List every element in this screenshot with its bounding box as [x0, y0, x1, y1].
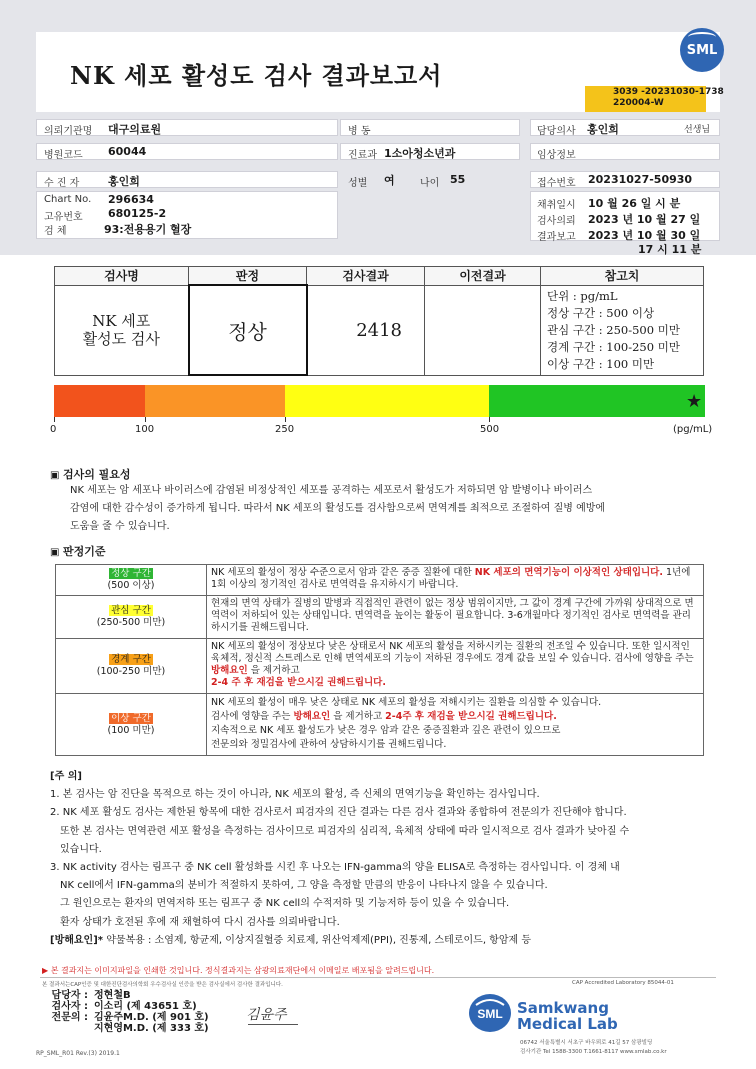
note-line: 3. NK activity 검사는 림프구 중 NK cell 활성화를 시킨 후 나오는 IFN-gamma의 양을 ELISA로 측정하는 검사입니다. 이 경체 내	[50, 862, 620, 874]
report-code-tag: 3039 -20231030-1738 220004-W	[585, 86, 706, 112]
age-value: 55	[450, 173, 466, 186]
criteria-title: ▣ 판정기준	[50, 543, 105, 559]
ward-label: 병 동	[348, 126, 371, 137]
company-address: 06742 서울특별시 서초구 바우뫼로 41길 57 삼광빌딩	[520, 1040, 653, 1046]
necessity-text	[70, 482, 720, 536]
company-contact: 검사기관 Tel 1588-3300 T.1661-8117 www.smlab.co.kr	[520, 1049, 667, 1055]
id-value: 680125-2	[108, 207, 167, 220]
request-label: 검사의뢰	[537, 216, 576, 227]
criteria-borderline-desc: NK 세포의 활성이 정상보다 낮은 상태로서 NK 세포의 활성을 저하시키는 질환의 전조일 수 있습니다. 또한 일시적인 육체적, 정신적 스트레스로 인해 면역세포의 기능이 저하된 경우에도 경계 값을 보일 수 있습니다. 검사에 영향을 주는 방해요인 을 제거하고 2-4 주 후 재검을 받으시길 권해드립니다.	[207, 639, 704, 694]
scale-segment-abnormal	[54, 385, 145, 417]
necessity-line: 도움을 줄 수 있습니다.	[70, 521, 170, 532]
patient-value: 홍인희	[108, 175, 140, 188]
note-line: 또한 본 검사는 면역관련 세포 활성을 측정하는 검사이므로 피검자의 심리적, 육체적 상태에 따라 일시적으로 검사 결과가 낮아질 수	[60, 825, 630, 837]
patient-label: 수 진 자	[44, 178, 80, 189]
note-line: 2. NK 세포 활성도 검사는 제한된 항목에 대한 검사로서 피검자의 진단 결과는 다른 검사 결과와 종합하여 전문의가 진단해야 합니다.	[50, 807, 627, 819]
header-previous: 이전결과	[425, 267, 541, 286]
reference-line: 경계 구간 : 100-250 미만	[547, 339, 680, 354]
clinical-label: 임상정보	[537, 150, 576, 161]
notes-title: [주 의]	[50, 771, 82, 782]
doctor-suffix: 선생님	[684, 125, 711, 135]
logo-arc-icon	[688, 32, 716, 42]
svg-text:SML: SML	[477, 1007, 503, 1021]
sex-label: 성별	[348, 178, 368, 189]
tick-mark	[145, 417, 146, 422]
report-title: NK 세포 활성도 검사 결과보고서	[70, 61, 443, 90]
institution-label: 의뢰기관명	[44, 126, 93, 137]
note-line: 1. 본 검사는 암 진단을 목적으로 하는 것이 아니라, NK 세포의 활성, 즉 신체의 면역기능을 확인하는 검사입니다.	[50, 789, 540, 801]
tick-mark	[489, 417, 490, 422]
result-cell: 2418	[307, 285, 425, 375]
reference-line: 단위 : pg/mL	[547, 288, 618, 303]
criteria-borderline-label	[56, 639, 207, 694]
note-line: NK cell에서 IFN-gamma의 분비가 적절하지 못하여, 그 양을 측정할 만큼의 반응이 나타나지 않을 수 있습니다.	[60, 880, 548, 892]
necessity-line: NK 세포는 암 세포나 바이러스에 감염된 비정상적인 세포를 공격하는 세포로서 활성도가 저하되면 암 발병이나 바이러스	[70, 485, 593, 496]
institution-value: 대구의료원	[108, 123, 162, 136]
header-result: 검사결과	[307, 267, 425, 286]
criteria-attention-desc: 현재의 면역 상태가 질병의 발병과 직접적인 관련이 없는 정상 범위이지만, 그 값이 경계 구간에 가까워 상대적으로 면역력이 저하되어 있는 상태입니다. 면역력을 높이는 활동이 필요합니다. 3-6개월마다 정기적인 검사로 면역력을 관리하시기를 권해드립니다.	[207, 596, 704, 639]
tick-label: 250	[275, 424, 295, 435]
collect-value: 10 월 26 일 시 분	[588, 197, 681, 210]
note-line: 환자 상태가 호전된 후에 재 채혈하여 다시 검사를 의뢰바랍니다.	[60, 916, 340, 928]
previous-cell	[425, 285, 541, 375]
tick-mark	[54, 417, 55, 422]
hospital-code-value: 60044	[108, 145, 147, 158]
report-time-value: 17 시 11 분	[638, 243, 702, 256]
sml-logo: SML	[680, 28, 724, 72]
criteria-normal-desc: NK 세포의 활성이 정상 수준으로서 암과 같은 중증 질환에 대한 NK 세포의 면역기능이 이상적인 상태입니다. 1년에 1회 이상의 정기적인 검사로 면역력을 유지하시기 바랍니다.	[207, 565, 704, 596]
notes-section	[50, 768, 730, 950]
chart-label: Chart No.	[44, 194, 92, 205]
dept-value: 1소아청소년과	[384, 147, 456, 160]
reference-cell	[541, 285, 704, 375]
footer-cap: CAP Accredited Laboratory 85044-01	[572, 980, 674, 986]
scale-segment-normal	[489, 385, 705, 417]
judgment-cell: 정상	[189, 285, 307, 375]
criteria-abnormal-label	[56, 694, 207, 756]
report-date-label: 결과보고	[537, 232, 576, 243]
footer-warning: ▶ 본 결과지는 이미지파일을 인쇄한 것입니다. 정식결과지는 삼광의료재단에서 이메일로 배포됨을 알려드립니다.	[42, 966, 435, 975]
necessity-line: 감염에 대한 감수성이 증가하게 됩니다. 따라서 NK 세포의 활성도를 검사함으로써 면역계를 최적으로 조절하여 질병 예방에	[70, 503, 606, 514]
header-test-name: 검사명	[55, 267, 189, 286]
form-code: RP_SML_R01 Rev.(3) 2019.1	[36, 1050, 120, 1057]
header-judgment: 판정	[189, 267, 307, 286]
interference-line: [방해요인]* 약물복용 : 소염제, 항균제, 이상지질혈증 치료제, 위산억제제(PPI), 진통제, 스테로이드, 항암제 등	[50, 934, 531, 946]
age-label: 나이	[420, 178, 440, 189]
reference-line: 관심 구간 : 250-500 미만	[547, 322, 680, 337]
result-table	[54, 266, 704, 376]
criteria-range: (250-500 미만)	[96, 617, 166, 628]
report-date-value: 2023 년 10 월 30 일	[588, 229, 701, 242]
sex-value: 여	[384, 174, 395, 187]
receipt-value: 20231027-50930	[588, 173, 693, 186]
specimen-value: 93:전용용기 혈장	[104, 223, 192, 236]
tick-label: 500	[480, 424, 500, 435]
note-line: 그 원인으로는 환자의 면역저하 또는 림프구 중 NK cell의 수적저하 및 기능저하 등이 있을 수 있습니다.	[60, 898, 510, 910]
criteria-tag: 정상 구간	[111, 568, 151, 579]
criteria-abnormal-desc: NK 세포의 활성이 매우 낮은 상태로 NK 세포의 활성을 저해시키는 질환을 의심할 수 있습니다. 검사에 영향을 주는 방해요인 을 제거하고 2-4주 후 재검을 받으시길 권해드립니다. 지속적으로 NK 세포 활성도가 낮은 경우 암과 같은 중증질환과 깊은 관련이 있으므로 전문의와 정밀검사에 관하여 상담하시기를 권해드립니다.	[207, 694, 704, 756]
tick-mark	[285, 417, 286, 422]
test-name-line2: 활성도 검사	[82, 330, 160, 348]
scale-segment-borderline	[145, 385, 285, 417]
reference-line: 이상 구간 : 100 미만	[547, 356, 655, 371]
reference-line: 정상 구간 : 500 이상	[547, 305, 655, 320]
dept-label: 진료과	[348, 150, 377, 161]
test-name-line1: NK 세포	[92, 312, 151, 330]
criteria-range: (500 이상)	[107, 580, 155, 591]
specimen-label: 검 체	[44, 226, 67, 237]
criteria-tag: 관심 구간	[111, 605, 151, 616]
collect-label: 채취일시	[537, 200, 576, 211]
signature: 김윤주	[246, 1007, 287, 1023]
tick-label: 0	[50, 424, 57, 435]
doctor-value: 홍인희	[587, 123, 619, 136]
criteria-normal-label	[56, 565, 207, 596]
doctor-label: 담당의사	[537, 126, 576, 137]
id-label: 고유번호	[44, 212, 83, 223]
criteria-tag: 이상 구간	[111, 712, 151, 724]
criteria-range: (100 미만)	[107, 724, 155, 736]
receipt-label: 접수번호	[537, 178, 576, 189]
footer-fine-print: 본 결과서는CAP인증 및 대한진단검사의학회 우수검사실 인증을 받은 검사실에서 검사한 결과입니다.	[42, 982, 283, 988]
criteria-range: (100-250 미만)	[96, 666, 166, 677]
header-reference: 참고치	[541, 267, 704, 286]
note-line: 있습니다.	[60, 843, 102, 855]
scale-unit: (pg/mL)	[673, 424, 713, 435]
necessity-title: ▣ 검사의 필요성	[50, 466, 131, 482]
signers: 담당자 : 정현철B 검사자 : 이소리 (제 43651 호) 전문의 : 김윤주M.D. (제 901 호) 지현영M.D. (제 333 호)	[51, 990, 209, 1034]
patient-cell	[36, 171, 338, 188]
tick-label: 100	[135, 424, 155, 435]
footer-divider	[40, 977, 716, 978]
request-value: 2023 년 10 월 27 일	[588, 213, 701, 226]
result-star-icon: ★	[686, 391, 703, 412]
scale-segment-attention	[285, 385, 489, 417]
company-name: Samkwang Medical Lab	[517, 999, 618, 1033]
test-name-cell	[55, 285, 189, 375]
hospital-code-label: 병원코드	[44, 150, 83, 161]
sml-logo-icon	[468, 993, 512, 1033]
criteria-tag: 경계 구간	[111, 654, 151, 665]
chart-value: 296634	[108, 193, 154, 206]
signature-line	[248, 1024, 298, 1025]
criteria-attention-label	[56, 596, 207, 639]
criteria-table	[55, 564, 704, 756]
